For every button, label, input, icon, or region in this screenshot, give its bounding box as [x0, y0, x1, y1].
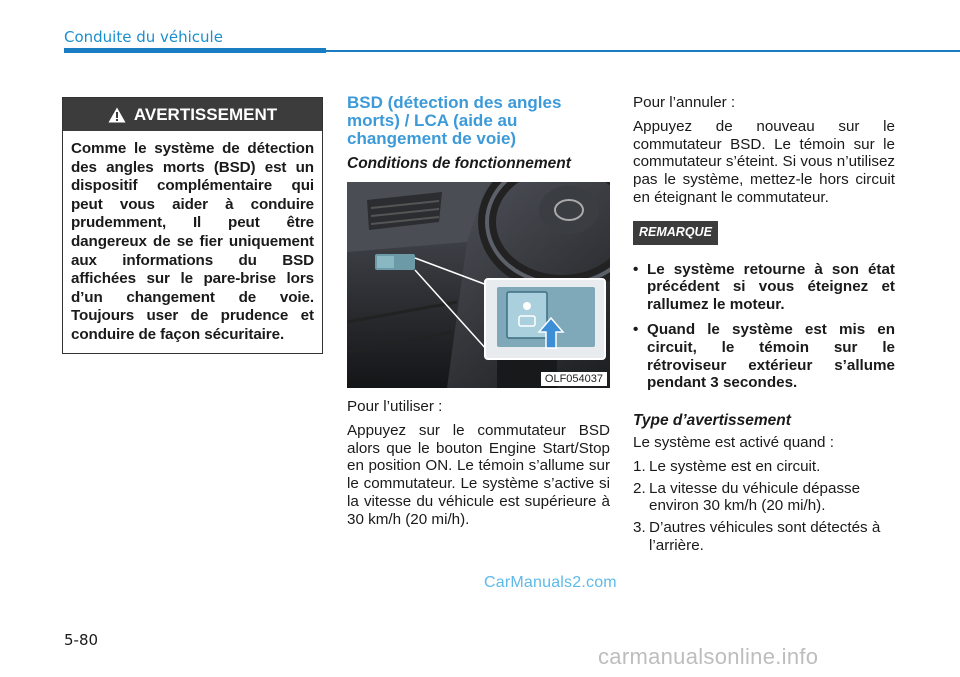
usage-section [347, 398, 610, 535]
cancel-text: Appuyez de nouveau sur le commutateur BSD. Le témoin sur le commutateur s’éteint. Si vous n’utilisez pas le système, mettez-le hors circuit en éteignant le commutateur. [633, 117, 895, 206]
list-item: 3. D’autres véhicules sont détectés à l’arrière. [633, 519, 881, 554]
right-column [633, 94, 895, 559]
use-heading: Pour l’utiliser : [347, 398, 443, 415]
list-item: • Quand le système est mis en circuit, le témoin sur le rétroviseur extérieur s’allume pendant 3 secondes. [633, 321, 895, 392]
list-item: 2. La vitesse du véhicule dépasse environ 30 km/h (20 mi/h). [633, 479, 861, 515]
section-header: Conduite du véhicule [64, 28, 223, 46]
warning-text: Comme le système de détection des angles morts (BSD) est un dispositif complémentaire qui peut vous aider à conduire prudemment, Il peut être dangereux de se fier uniquement aux informations du BSD affichées sur le pare-brise lors d’un changement de voie. Toujours user de prudence et conduire de façon sécuritaire. [71, 140, 314, 343]
carmanuals-watermark: CarManuals2.com [484, 574, 617, 591]
steps-list [633, 458, 895, 555]
warning-header [63, 98, 322, 131]
warning-type-title: Type d’avertissement [633, 412, 791, 430]
conditions-title: Conditions de fonctionnement [347, 155, 571, 172]
site-watermark: carmanualsonline.info [598, 644, 819, 669]
warning-triangle-icon [108, 107, 126, 123]
dashboard-illustration [347, 182, 610, 388]
note-list [633, 261, 895, 393]
list-item: 1. Le système est en circuit. [633, 457, 821, 475]
cancel-heading: Pour l’annuler : [633, 94, 736, 111]
bsd-title: BSD (détection des angles morts) / LCA (aide au changement de voie) [347, 93, 562, 148]
use-text: Appuyez sur le commutateur BSD alors que le bouton Engine Start/Stop en position ON. Le témoin s’allume sur le commutateur. Le système s’active si la vitesse du véhicule est supérieure à 30 km/h (20 mi/h). [347, 421, 610, 528]
warning-type-intro: Le système est activé quand : [633, 433, 834, 451]
page-number: 5-80 [64, 631, 99, 649]
warning-box [62, 97, 323, 354]
note-badge: REMARQUE [633, 221, 718, 245]
dashboard-photo [347, 182, 610, 388]
list-item: • Le système retourne à son état précédent si vous éteignez et rallumez le moteur. [633, 261, 895, 314]
image-code: OLF054037 [541, 372, 607, 386]
header-rule-thin [326, 50, 960, 52]
header-rule-thick [64, 48, 326, 53]
warning-title: AVERTISSEMENT [133, 104, 278, 124]
